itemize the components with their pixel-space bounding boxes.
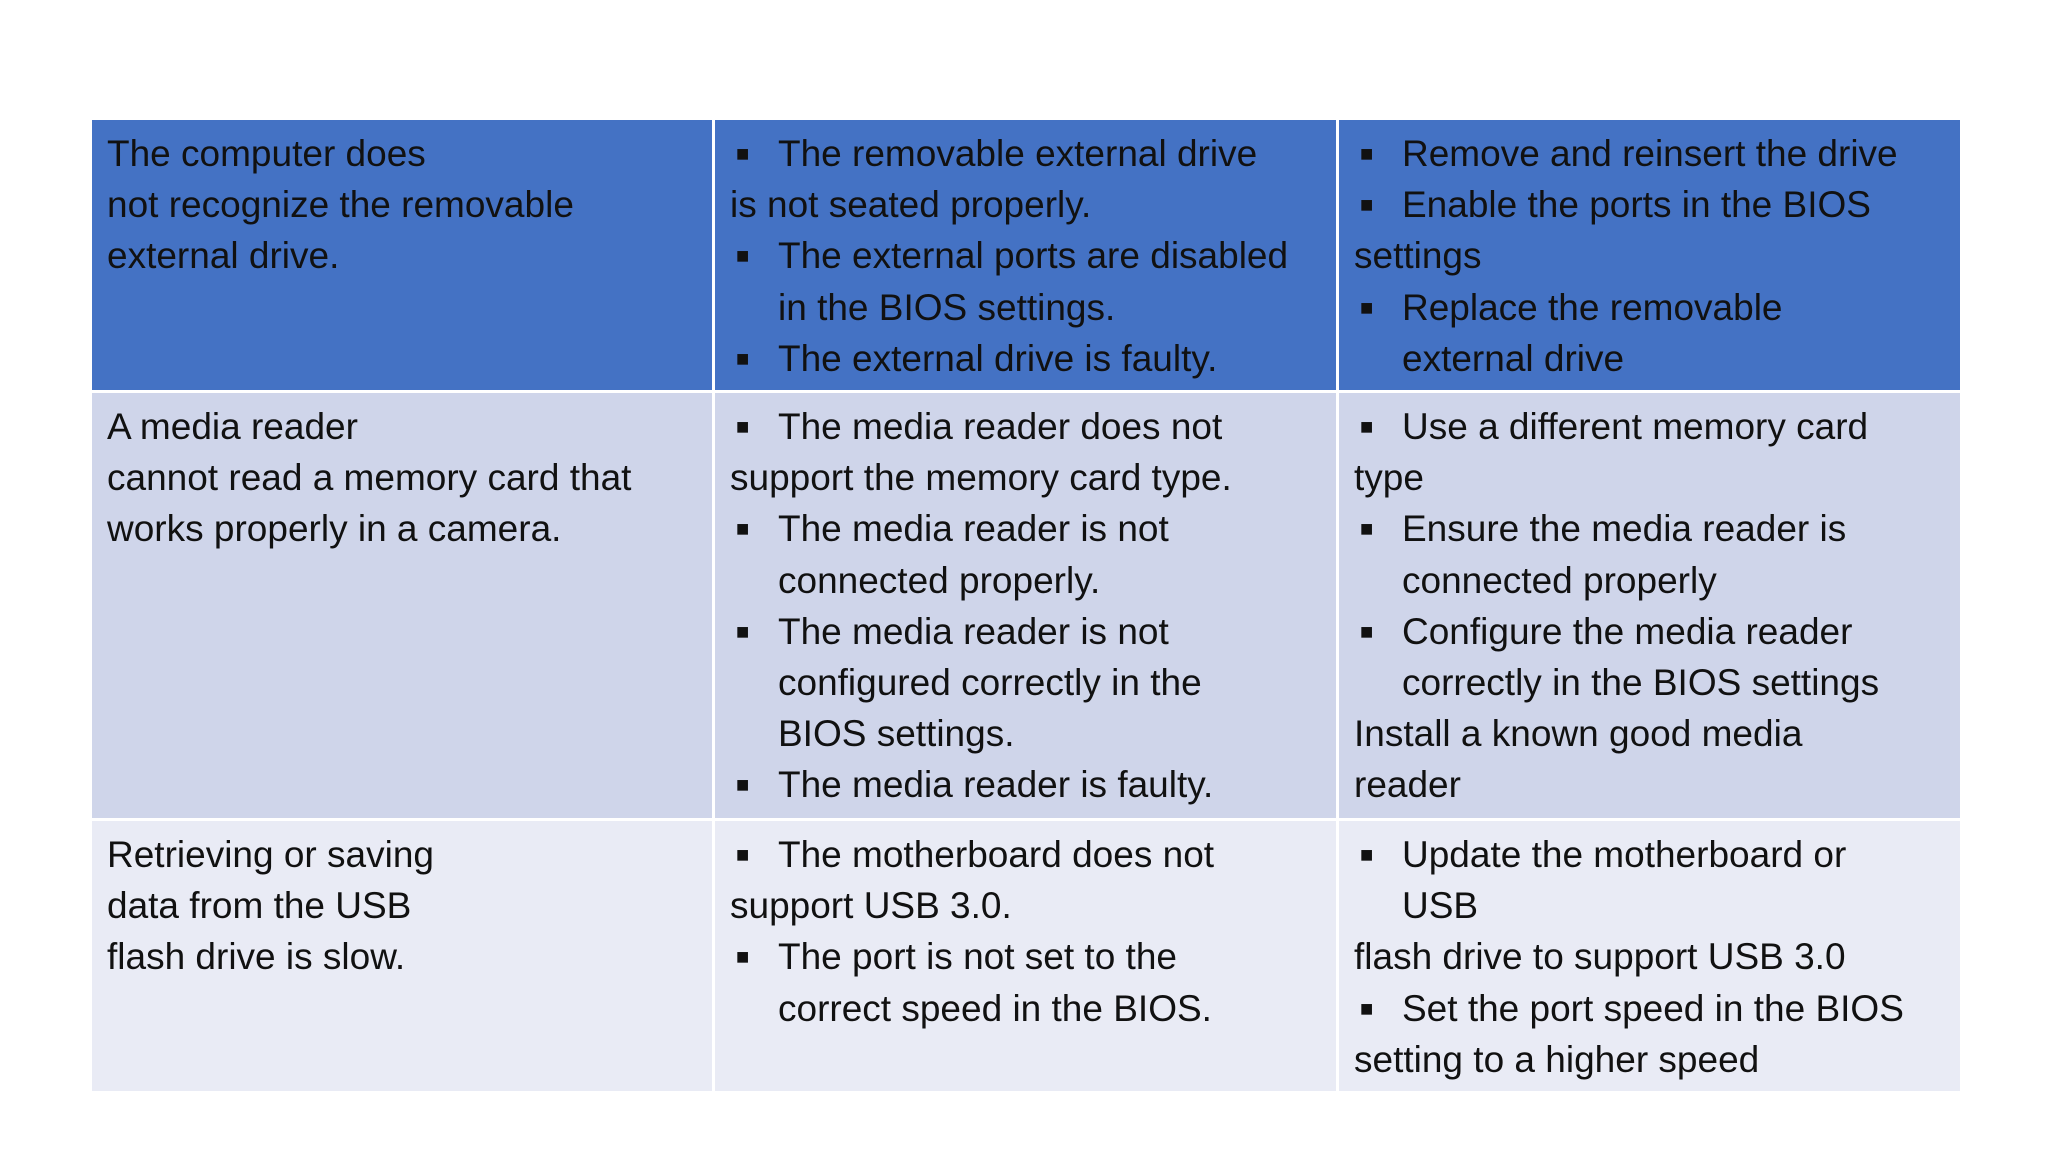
solution-item (1354, 503, 1945, 605)
cause-text: The media reader is not (778, 610, 1169, 652)
problem-text-line: cannot read a memory card that (107, 457, 632, 499)
solutions-cell (1338, 392, 1962, 820)
solution-text: Set the port speed in the BIOS (1402, 987, 1904, 1029)
cause-item (730, 333, 1321, 384)
solution-item (1354, 829, 1945, 931)
cause-text: support USB 3.0. (730, 885, 1012, 927)
cause-text: support the memory card type. (730, 457, 1232, 499)
solutions-cell (1338, 820, 1962, 1093)
solution-item (1354, 606, 1945, 708)
problem-text-line: external drive. (107, 235, 340, 277)
solution-item (1354, 983, 1945, 1085)
solution-text: setting to a higher speed (1354, 1038, 1760, 1080)
cause-text: connected properly. (778, 559, 1101, 601)
problem-cell (91, 119, 714, 392)
cause-text: configured correctly in the (778, 662, 1202, 704)
cause-item (730, 759, 1321, 810)
square-bullet-icon: ■ (1360, 516, 1374, 542)
solution-text: Update the motherboard or (1402, 834, 1847, 876)
cause-text: The media reader is not (778, 508, 1169, 550)
cause-text: BIOS settings. (778, 713, 1015, 755)
solution-item (1354, 128, 1945, 179)
table-row (91, 820, 1962, 1093)
solution-text: reader (1354, 764, 1461, 806)
cause-text: The media reader does not (778, 406, 1223, 448)
solution-item (1354, 401, 1945, 503)
table-row (91, 392, 1962, 820)
square-bullet-icon: ■ (1360, 294, 1374, 320)
solution-text: correctly in the BIOS settings (1402, 662, 1880, 704)
problem-text-line: The computer does (107, 133, 426, 174)
cause-text: in the BIOS settings. (778, 286, 1116, 328)
solution-text: Ensure the media reader is (1402, 508, 1847, 550)
cause-item (730, 503, 1321, 605)
problem-cell (91, 392, 714, 820)
square-bullet-icon: ■ (736, 345, 750, 371)
square-bullet-icon: ■ (736, 772, 750, 798)
problem-text-line: A media reader (107, 406, 358, 448)
cause-item (730, 401, 1321, 503)
problem-text-line: flash drive is slow. (107, 936, 406, 978)
table-body (91, 119, 1962, 1093)
troubleshooting-table (89, 117, 1963, 1094)
solution-text: Configure the media reader (1402, 610, 1853, 652)
cause-item (730, 829, 1321, 931)
solution-text: Install a known good media (1354, 713, 1803, 755)
cause-item (730, 606, 1321, 760)
solution-item (1354, 708, 1945, 810)
square-bullet-icon: ■ (1360, 995, 1374, 1021)
solution-item (1354, 282, 1945, 384)
solution-text: external drive (1402, 337, 1625, 379)
square-bullet-icon: ■ (736, 243, 750, 269)
solution-item (1354, 931, 1945, 982)
solution-text: Enable the ports in the BIOS (1402, 184, 1871, 226)
causes-cell (714, 392, 1338, 820)
cause-text: The motherboard does not (778, 834, 1215, 876)
solution-text: flash drive to support USB 3.0 (1354, 936, 1846, 978)
causes-cell (714, 119, 1338, 392)
cause-item (730, 931, 1321, 1033)
solution-text: Use a different memory card (1402, 406, 1869, 448)
square-bullet-icon: ■ (736, 516, 750, 542)
square-bullet-icon: ■ (736, 842, 750, 868)
cause-text: The external ports are disabled (778, 235, 1289, 277)
square-bullet-icon: ■ (736, 414, 750, 440)
square-bullet-icon: ■ (736, 141, 750, 166)
solution-text: USB (1402, 885, 1479, 927)
square-bullet-icon: ■ (1360, 192, 1374, 218)
problem-cell (91, 820, 714, 1093)
solution-item (1354, 179, 1945, 281)
cause-text: The removable external drive (778, 133, 1258, 174)
causes-cell (714, 820, 1338, 1093)
cause-item (730, 128, 1321, 230)
solution-text: Remove and reinsert the drive (1402, 133, 1898, 174)
problem-text-line: Retrieving or saving (107, 834, 434, 876)
table-row (91, 119, 1962, 392)
solution-text: Replace the removable (1402, 286, 1783, 328)
square-bullet-icon: ■ (1360, 414, 1374, 440)
cause-item (730, 230, 1321, 332)
problem-text-line: data from the USB (107, 885, 412, 927)
square-bullet-icon: ■ (736, 944, 750, 970)
cause-text: The port is not set to the (778, 936, 1177, 978)
problem-text-line: works properly in a camera. (107, 508, 562, 550)
solution-text: settings (1354, 235, 1482, 277)
cause-text: correct speed in the BIOS. (778, 987, 1212, 1029)
square-bullet-icon: ■ (1360, 141, 1374, 166)
problem-text-line: not recognize the removable (107, 184, 574, 226)
square-bullet-icon: ■ (1360, 618, 1374, 644)
square-bullet-icon: ■ (736, 618, 750, 644)
solutions-cell (1338, 119, 1962, 392)
square-bullet-icon: ■ (1360, 842, 1374, 868)
cause-text: The media reader is faulty. (778, 764, 1214, 806)
cause-text: The external drive is faulty. (778, 337, 1218, 379)
solution-text: type (1354, 457, 1424, 499)
cause-text: is not seated properly. (730, 184, 1092, 226)
solution-text: connected properly (1402, 559, 1717, 601)
